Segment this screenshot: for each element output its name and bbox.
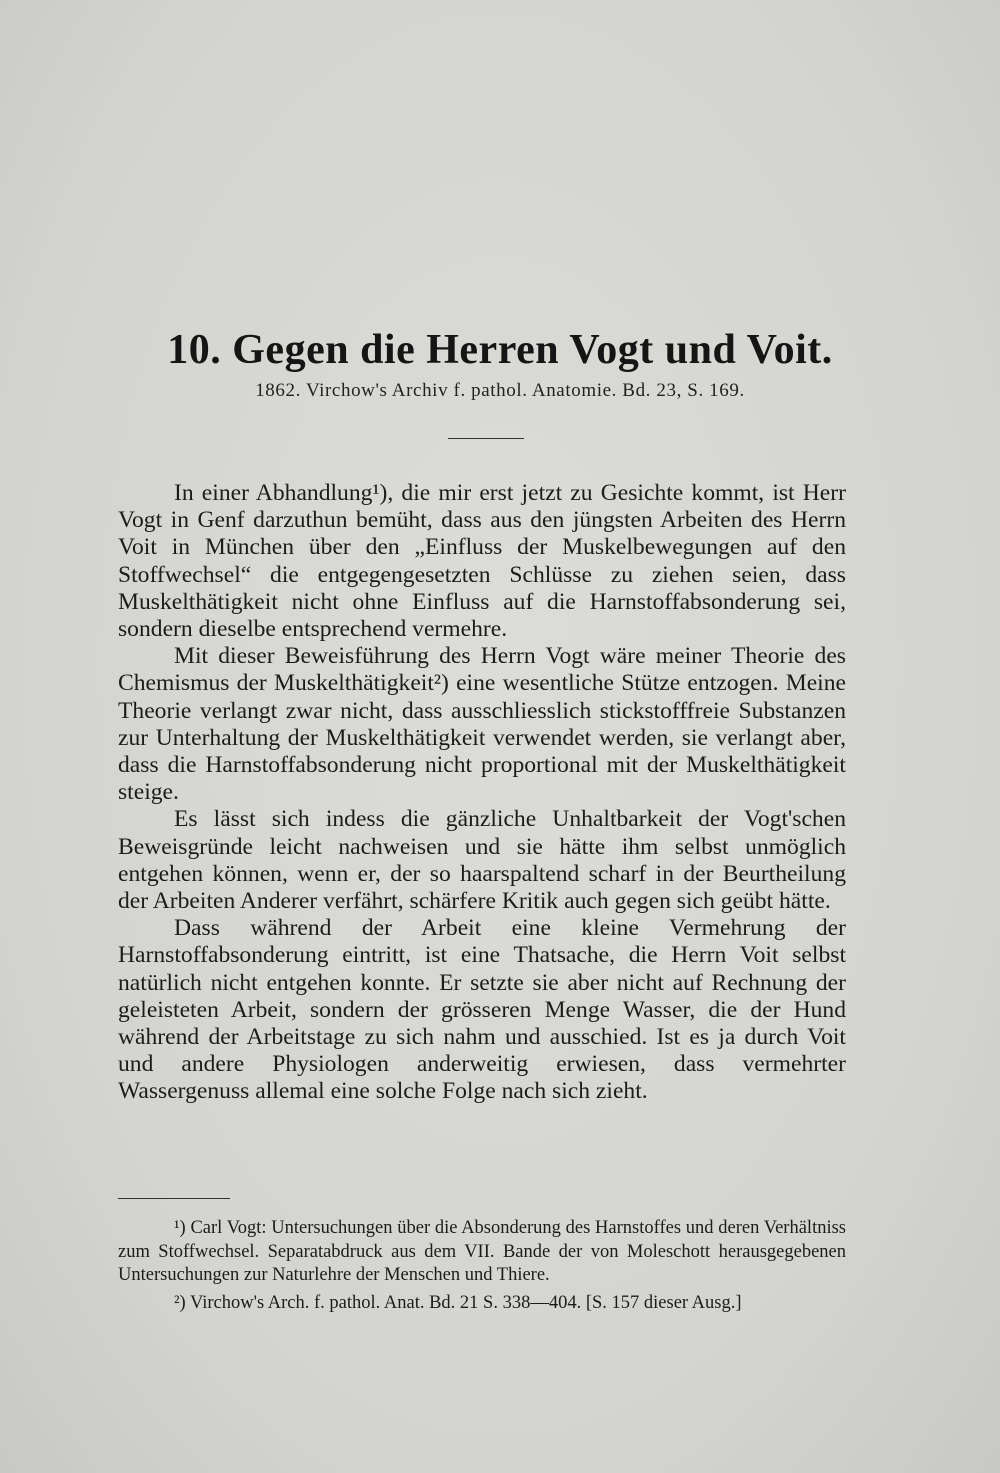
footnote-divider xyxy=(118,1198,230,1199)
paragraph-3: Es lässt sich indess die gänzliche Unhaltbarkeit der Vogt'schen Beweisgründe leicht nachweisen und sie hätte ihm selbst unmöglich entgehen können, wenn er, der so haarspaltend scharf in der Beurtheilung der Arbeiten Anderer verfährt, schärfere Kritik auch gegen sich geübt hätte. xyxy=(118,806,846,915)
paragraph-2: Mit dieser Beweisführung des Herrn Vogt wäre meiner Theorie des Chemismus der Muskelthätigkeit²) eine wesentliche Stütze entzogen. Meine Theorie verlangt zwar nicht, dass ausschliesslich stickstofffreie Substanzen zur Unterhaltung der Muskelthätigkeit verwendet werden, sie verlangt aber, dass die Harnstoffabsonderung nicht proportional mit der Muskelthätigkeit steige. xyxy=(118,643,846,806)
body-text xyxy=(118,480,846,1106)
page-title: 10. Gegen die Herren Vogt und Voit. xyxy=(167,327,833,373)
source-citation: 1862. Virchow's Archiv f. pathol. Anatomie. Bd. 23, S. 169. xyxy=(255,380,745,401)
paragraph-4: Dass während der Arbeit eine kleine Vermehrung der Harnstoffabsonderung eintritt, ist eine Thatsache, die Herrn Voit selbst natürlich nicht entgehen konnte. Er setzte sie aber nicht auf Rechnung der geleisteten Arbeit, sondern der grösseren Menge Wasser, die der Hund während der Arbeitstage zu sich nahm und ausschied. Ist es ja durch Voit und andere Physiologen anderweitig erwiesen, dass vermehrter Wassergenuss allemal eine solche Folge nach sich zieht. xyxy=(118,915,846,1105)
footnote-1: ¹) Carl Vogt: Untersuchungen über die Absonderung des Harnstoffes und deren Verhältniss zum Stoffwechsel. Separatabdruck aus dem VII. Bande der von Moleschott herausgegebenen Untersuchungen zur Naturlehre der Menschen und Thiere. xyxy=(118,1218,846,1286)
footnote-2: ²) Virchow's Arch. f. pathol. Anat. Bd. 21 S. 338—404. [S. 157 dieser Ausg.] xyxy=(174,1292,742,1313)
footnotes xyxy=(118,1217,846,1315)
paragraph-1: In einer Abhandlung¹), die mir erst jetzt zu Gesichte kommt, ist Herr Vogt in Genf darzuthun bemüht, dass aus den jüngsten Arbeiten des Herrn Voit in München über den „Einfluss der Muskelbewegungen auf den Stoffwechsel“ die entgegengesetzten Schlüsse zu ziehen seien, dass Muskelthätigkeit nicht ohne Einfluss auf die Harnstoffabsonderung sei, sondern dieselbe entsprechend vermehre. xyxy=(118,480,846,643)
title-divider xyxy=(448,438,524,439)
